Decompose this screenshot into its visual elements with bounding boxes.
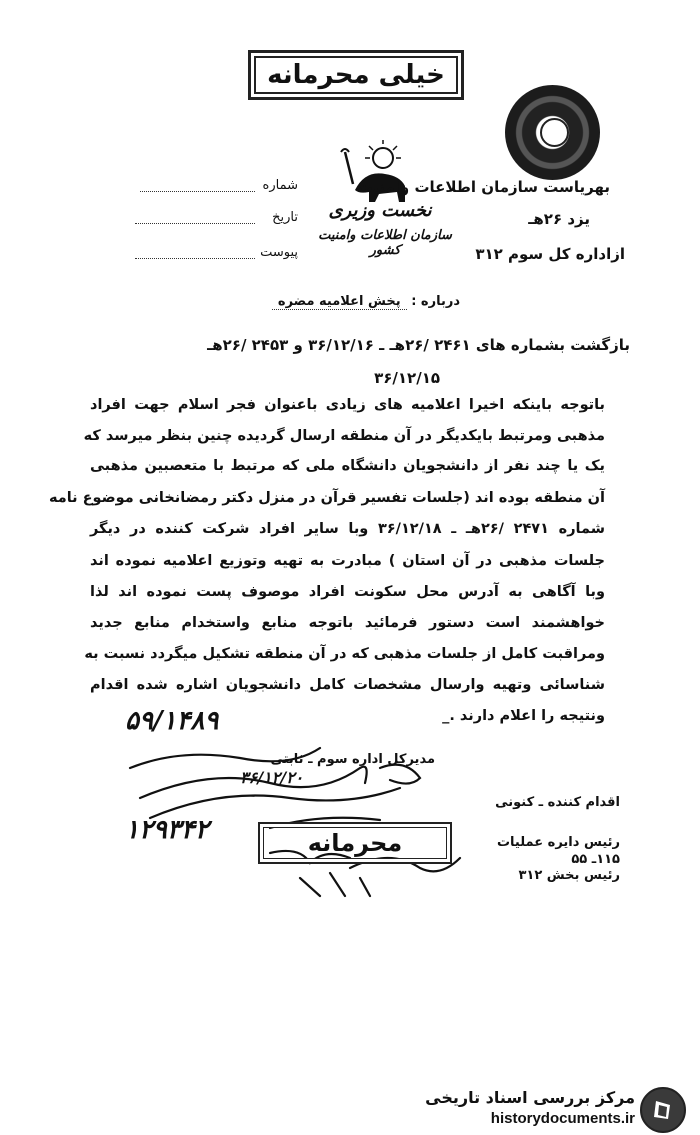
confidential-stamp-text: خیلی محرمانه	[267, 60, 445, 90]
footer-org-name: مرکز بررسی اسناد تاریخی	[425, 1088, 635, 1107]
number-dotted-line	[140, 190, 255, 192]
archive-logo-icon	[640, 1087, 686, 1133]
department-line: ازاداره کل سوم ۳۱۲	[475, 245, 625, 263]
recipient-line: بهریاست سازمان اطلاعات وامنیت	[357, 178, 610, 196]
signer-title: مدیرکل اداره سوم ـ ثابتی	[270, 752, 435, 767]
body-line: یک یا چند نفر از دانشجویان دانشگاه ملی که مرتبط با متعصبین مذهبی	[90, 458, 605, 474]
reference-line-2: ۳۶/۱۲/۱۵	[374, 369, 440, 387]
handwritten-number-top: ۵۹/۱۴۸۹	[125, 706, 219, 736]
sender-code: یزد ۲۶هـ	[528, 210, 590, 228]
attachment-dotted-line	[135, 257, 255, 259]
body-line: آن منطقه بوده اند (جلسات تفسیر قرآن در منزل دکتر رمضانخانی موضوع نامه	[48, 490, 605, 506]
sub-organization-name: سازمان اطلاعات وامنیت کشور	[318, 228, 452, 258]
official-seal-icon	[505, 85, 600, 180]
handwritten-number-bottom: ۱۲۹۳۴۲	[125, 815, 209, 845]
body-line: جلسات مذهبی در آن استان ) مبادرت به تهیه وتوزیع اعلامیه نموده اند	[90, 553, 605, 569]
confidential-stamp-top	[248, 50, 464, 100]
codes: ۱۱۵ـ ۵۵	[571, 852, 620, 867]
section-head: رئیس بخش ۳۱۲	[518, 868, 620, 883]
body-line: مذهبی ومرتبط بایکدیگر در آن منطقه ارسال گردیده چنین بنظر میرسد که	[83, 428, 605, 444]
confidential-stamp-bottom	[258, 822, 452, 864]
subject-row	[220, 294, 460, 309]
date-label: تاریخ	[272, 210, 298, 225]
number-label: شماره	[262, 178, 298, 193]
reference-line-1: بازگشت بشماره های ۲۴۶۱ /۲۶هـ ـ ۳۶/۱۲/۱۶ و ۲۴۵۳ /۲۶هـ	[207, 336, 630, 354]
subject-value: پخش اعلامیه مضره	[272, 294, 407, 310]
body-line: ومراقبت کامل از جلسات مذهبی که در آن منطقه تشکیل میگردد نسبت به	[84, 646, 605, 662]
confidential-stamp-bottom-text: محرمانه	[307, 829, 403, 857]
body-line: وبا آگاهی به آدرس محل سکونت افراد موصوف پست نموده اند لذا	[90, 584, 605, 600]
body-last-line: ونتیجه را اعلام دارند ._	[442, 708, 605, 724]
operations-head: رئیس دایره عملیات	[496, 835, 620, 850]
body-line: شناسائی وتهیه وارسال مشخصات کامل دانشجویان اشاره شده اقدام	[90, 677, 605, 693]
action-by: اقدام کننده ـ کنونی	[495, 795, 620, 810]
date-dotted-line	[135, 222, 255, 224]
footer-website: historydocuments.ir	[490, 1110, 635, 1127]
subject-label: درباره :	[411, 294, 460, 309]
attachment-label: پیوست	[260, 245, 298, 260]
body-line: شماره ۲۴۷۱ /۲۶هـ ـ ۳۶/۱۲/۱۸ وبا سایر افراد شرکت کننده در دیگر	[90, 521, 605, 537]
body-line: باتوجه باینکه اخیرا اعلامیه های زیادی باعنوان فجر اسلام جهت افراد	[90, 397, 605, 413]
ministry-name: نخست وزیری	[328, 200, 432, 221]
body-line: خواهشمند است دستور فرمائید باتوجه منابع واستخدام منابع جدید	[90, 615, 605, 631]
signature-scribbles-icon	[120, 728, 480, 898]
handwritten-date: ۳۶/۱۲/۲۰	[240, 768, 304, 787]
